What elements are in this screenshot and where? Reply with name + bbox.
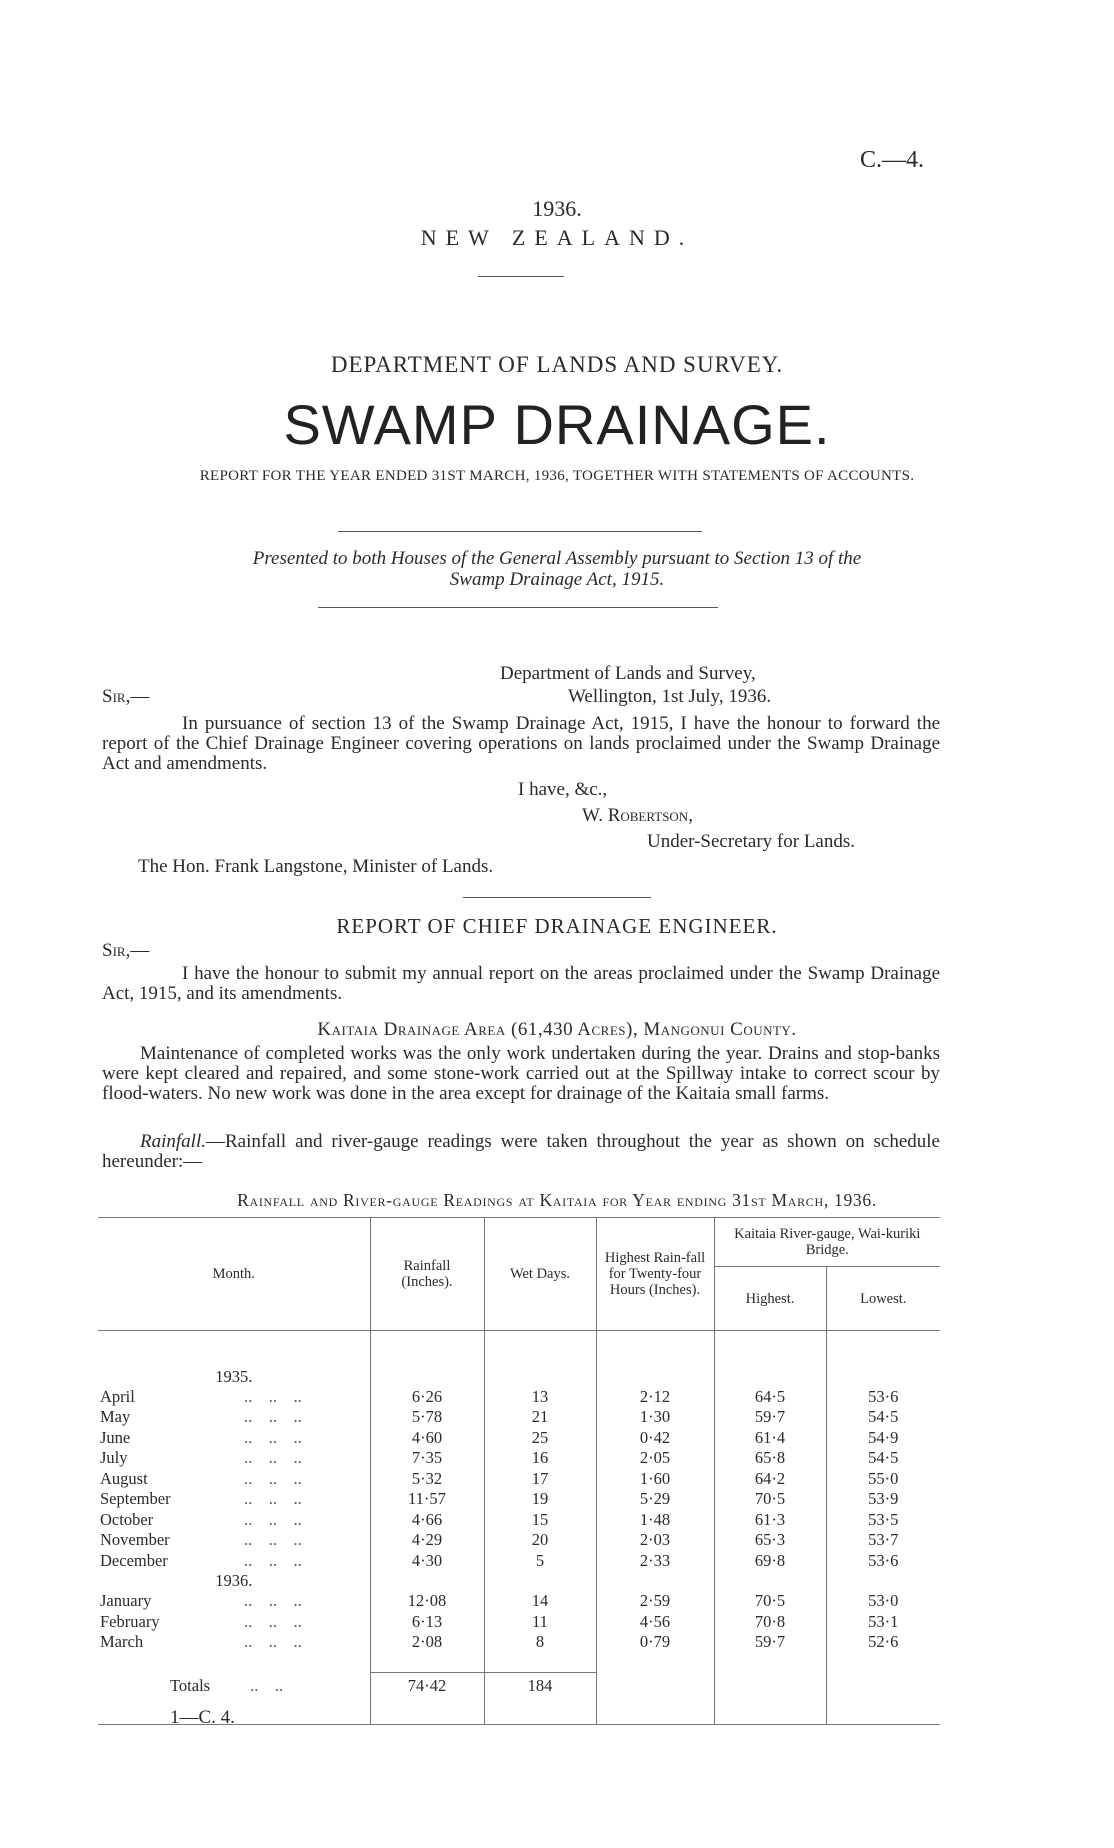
divider — [478, 276, 564, 277]
month-cell — [98, 1551, 370, 1572]
gauge-highest-cell: 65·3 — [714, 1530, 826, 1551]
maintenance-paragraph: Maintenance of completed works was the only work undertaken during the year. Drains and stop-banks were kept cleared and repaired, and some stone-work carried out at the Spillway intake to correct scour by flood-waters. No new work was done in the area except for drainage of the Kaitaia small farms. — [102, 1043, 940, 1104]
month-cell — [98, 1387, 370, 1408]
rainfall-cell: 2·08 — [370, 1632, 484, 1653]
max-24h-cell: 0·42 — [596, 1428, 714, 1449]
gauge-highest-cell: 64·5 — [714, 1387, 826, 1408]
rainfall-table — [98, 1217, 940, 1725]
table-row — [98, 1551, 940, 1572]
wet-days-cell: 15 — [484, 1510, 596, 1531]
leader-dots: .. .. .. — [244, 1489, 302, 1509]
month-label: August — [100, 1468, 148, 1488]
rainfall-cell: 4·29 — [370, 1530, 484, 1551]
table-row — [98, 1407, 940, 1428]
max-24h-cell: 2·03 — [596, 1530, 714, 1551]
table-row — [98, 1632, 940, 1653]
max-24h-cell: 5·29 — [596, 1489, 714, 1510]
rainfall-cell: 11·57 — [370, 1489, 484, 1510]
table-row — [98, 1387, 940, 1408]
country-heading: NEW ZEALAND. — [420, 225, 694, 250]
gauge-highest-cell: 61·3 — [714, 1510, 826, 1531]
area-heading: Kaitaia Drainage Area (61,430 Acres), Mangonui County. — [317, 1019, 797, 1040]
letter-signature: W. Robertson, — [582, 805, 693, 826]
wet-days-cell: 19 — [484, 1489, 596, 1510]
wet-days-cell: 20 — [484, 1530, 596, 1551]
gauge-highest-cell: 65·8 — [714, 1448, 826, 1469]
presentation-note-line2: Swamp Drainage Act, 1915. — [449, 569, 665, 590]
rainfall-label: Rainfall. — [140, 1131, 206, 1152]
wet-days-cell: 14 — [484, 1591, 596, 1612]
leader-dots: .. .. .. — [244, 1509, 302, 1529]
wet-days-cell: 17 — [484, 1469, 596, 1490]
river-gauge-column-header: Kaitaia River-gauge, Wai-kuriki Bridge. — [714, 1218, 940, 1267]
gauge-highest-cell: 59·7 — [714, 1407, 826, 1428]
divider — [318, 607, 718, 608]
total-rainfall: 74·42 — [370, 1673, 484, 1699]
leader-dots: .. .. .. — [244, 1530, 302, 1550]
gauge-lowest-cell: 53·7 — [826, 1530, 940, 1551]
leader-dots: .. .. — [250, 1675, 284, 1695]
max-24h-cell: 4·56 — [596, 1612, 714, 1633]
max-24h-cell: 1·60 — [596, 1469, 714, 1490]
gauge-lowest-cell: 54·9 — [826, 1428, 940, 1449]
leader-dots: .. .. .. — [244, 1468, 302, 1488]
gauge-lowest-cell: 53·5 — [826, 1510, 940, 1531]
publication-year: 1936. — [532, 196, 582, 221]
table-row — [98, 1448, 940, 1469]
max-24h-cell: 2·12 — [596, 1387, 714, 1408]
month-cell — [98, 1530, 370, 1551]
gauge-lowest-cell: 54·5 — [826, 1448, 940, 1469]
month-label: December — [100, 1550, 168, 1570]
table-row — [98, 1510, 940, 1531]
month-column-header: Month. — [98, 1218, 370, 1331]
leader-dots: .. .. .. — [244, 1591, 302, 1611]
leader-dots: .. .. .. — [244, 1407, 302, 1427]
gauge-lowest-cell: 54·5 — [826, 1407, 940, 1428]
report-intro: I have the honour to submit my annual report on the areas proclaimed under the Swamp Drainage Act, 1915, and its amendments. — [102, 963, 940, 1004]
gauge-highest-column-header: Highest. — [714, 1267, 826, 1331]
document-reference: C.—4. — [859, 147, 924, 173]
letter-closing: I have, &c., — [518, 779, 608, 800]
wet-days-column-header: Wet Days. — [484, 1218, 596, 1331]
letter-body: In pursuance of section 13 of the Swamp Drainage Act, 1915, I have the honour to forward the report of the Chief Drainage Engineer covering operations on lands proclaimed under the Swamp Drainage Act and amendments. — [102, 713, 940, 774]
year-label-1936: 1936. — [215, 1571, 253, 1590]
gauge-lowest-cell: 52·6 — [826, 1632, 940, 1653]
table-row — [98, 1591, 940, 1612]
gauge-lowest-cell: 53·0 — [826, 1591, 940, 1612]
wet-days-cell: 21 — [484, 1407, 596, 1428]
leader-dots: .. .. .. — [244, 1448, 302, 1468]
rainfall-cell: 4·60 — [370, 1428, 484, 1449]
max-24h-cell: 2·59 — [596, 1591, 714, 1612]
table-row — [98, 1428, 940, 1449]
month-cell — [98, 1489, 370, 1510]
gauge-highest-cell: 70·5 — [714, 1489, 826, 1510]
presentation-note-line1: Presented to both Houses of the General Assembly pursuant to Section 13 of the — [252, 548, 862, 569]
rainfall-cell: 12·08 — [370, 1591, 484, 1612]
table-title: Rainfall and River-gauge Readings at Kaitaia for Year ending 31st March, 1936. — [237, 1190, 877, 1210]
month-label: March — [100, 1632, 144, 1652]
page-title: SWAMP DRAINAGE. — [283, 393, 831, 456]
max-24h-cell: 2·33 — [596, 1551, 714, 1572]
letter-address-line1: Department of Lands and Survey, — [500, 663, 756, 684]
page-footer: 1—C. 4. — [170, 1707, 235, 1728]
totals-row — [98, 1673, 940, 1699]
year-row — [98, 1367, 940, 1387]
report-salutation: Sir,— — [102, 940, 150, 961]
divider — [463, 897, 651, 898]
letter-signature-title: Under-Secretary for Lands. — [647, 831, 855, 852]
month-label: May — [100, 1407, 131, 1427]
rainfall-cell: 5·32 — [370, 1469, 484, 1490]
letter-address-line2: Wellington, 1st July, 1936. — [568, 686, 772, 707]
month-label: July — [100, 1448, 128, 1468]
gauge-highest-cell: 59·7 — [714, 1632, 826, 1653]
letter-salutation: Sir,— — [102, 686, 150, 707]
highest-rain-column-header: Highest Rain-fall for Twenty-four Hours (Inches). — [596, 1218, 714, 1331]
letter-addressee: The Hon. Frank Langstone, Minister of Lands. — [138, 856, 494, 877]
wet-days-cell: 5 — [484, 1551, 596, 1572]
table-row — [98, 1469, 940, 1490]
table-spacer-row — [98, 1331, 940, 1367]
divider — [338, 531, 702, 532]
month-cell — [98, 1632, 370, 1653]
month-cell — [98, 1407, 370, 1428]
table-spacer-row — [98, 1653, 940, 1673]
max-24h-cell: 1·48 — [596, 1510, 714, 1531]
rainfall-cell: 6·13 — [370, 1612, 484, 1633]
year-label-1935: 1935. — [215, 1366, 253, 1386]
gauge-highest-cell: 70·8 — [714, 1612, 826, 1633]
gauge-lowest-column-header: Lowest. — [826, 1267, 940, 1331]
month-cell — [98, 1469, 370, 1490]
leader-dots: .. .. .. — [244, 1386, 302, 1406]
totals-label: Totals — [170, 1675, 211, 1695]
table-row — [98, 1612, 940, 1633]
month-label: January — [100, 1591, 152, 1611]
month-cell — [98, 1510, 370, 1531]
rainfall-cell: 7·35 — [370, 1448, 484, 1469]
max-24h-cell: 2·05 — [596, 1448, 714, 1469]
max-24h-cell: 1·30 — [596, 1407, 714, 1428]
gauge-lowest-cell: 53·6 — [826, 1551, 940, 1572]
month-label: February — [100, 1611, 160, 1631]
year-row — [98, 1571, 940, 1591]
rainfall-column-header: Rainfall (Inches). — [370, 1218, 484, 1331]
gauge-highest-cell: 61·4 — [714, 1428, 826, 1449]
rainfall-cell: 6·26 — [370, 1387, 484, 1408]
table-row — [98, 1530, 940, 1551]
gauge-lowest-cell: 53·9 — [826, 1489, 940, 1510]
month-label: April — [100, 1386, 135, 1406]
totals-label-cell — [98, 1673, 370, 1699]
gauge-highest-cell: 70·5 — [714, 1591, 826, 1612]
report-title: REPORT OF CHIEF DRAINAGE ENGINEER. — [336, 914, 778, 938]
report-subtitle: REPORT FOR THE YEAR ENDED 31ST MARCH, 1936, TOGETHER WITH STATEMENTS OF ACCOUNTS. — [199, 468, 915, 484]
month-label: June — [100, 1427, 131, 1447]
rainfall-paragraph — [102, 1132, 940, 1172]
total-wet-days: 184 — [484, 1673, 596, 1699]
leader-dots: .. .. .. — [244, 1427, 302, 1447]
gauge-lowest-cell: 53·1 — [826, 1612, 940, 1633]
month-cell — [98, 1448, 370, 1469]
department-heading: DEPARTMENT OF LANDS AND SURVEY. — [330, 352, 784, 377]
wet-days-cell: 8 — [484, 1632, 596, 1653]
gauge-highest-cell: 64·2 — [714, 1469, 826, 1490]
month-cell — [98, 1612, 370, 1633]
rainfall-text: —Rainfall and river-gauge readings were taken throughout the year as shown on schedule hereunder:— — [102, 1131, 940, 1172]
presentation-note — [0, 548, 1114, 590]
max-24h-cell: 0·79 — [596, 1632, 714, 1653]
table-row — [98, 1489, 940, 1510]
gauge-lowest-cell: 53·6 — [826, 1387, 940, 1408]
month-cell — [98, 1428, 370, 1449]
month-label: September — [100, 1489, 171, 1509]
wet-days-cell: 16 — [484, 1448, 596, 1469]
wet-days-cell: 25 — [484, 1428, 596, 1449]
rainfall-cell: 5·78 — [370, 1407, 484, 1428]
leader-dots: .. .. .. — [244, 1632, 302, 1652]
gauge-lowest-cell: 55·0 — [826, 1469, 940, 1490]
rainfall-cell: 4·66 — [370, 1510, 484, 1531]
rainfall-cell: 4·30 — [370, 1551, 484, 1572]
month-cell — [98, 1591, 370, 1612]
wet-days-cell: 11 — [484, 1612, 596, 1633]
wet-days-cell: 13 — [484, 1387, 596, 1408]
month-label: October — [100, 1509, 154, 1529]
gauge-highest-cell: 69·8 — [714, 1551, 826, 1572]
month-label: November — [100, 1530, 170, 1550]
leader-dots: .. .. .. — [244, 1550, 302, 1570]
leader-dots: .. .. .. — [244, 1611, 302, 1631]
